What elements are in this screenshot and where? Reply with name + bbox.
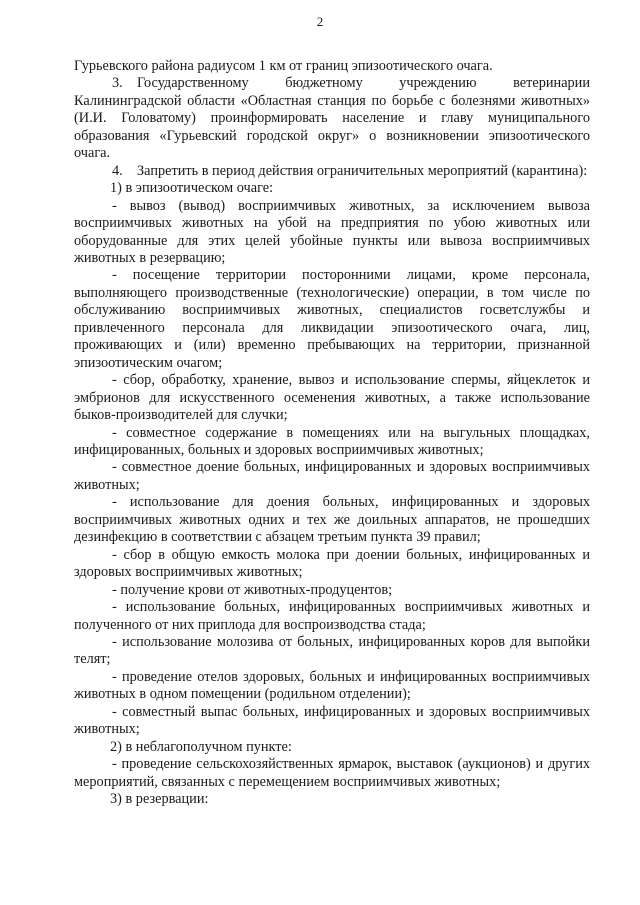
list-item-blood: - получение крови от животных-продуцентов; (112, 581, 393, 598)
subsection-1-heading: 1) в эпизоотическом очаге: (110, 180, 274, 197)
paragraph-1: Гурьевского района радиусом 1 км от границ эпизоотического очага. (74, 58, 493, 74)
page-number: 2 (316, 14, 324, 29)
list-item-milking-machines: - использование для доения больных, инфицированных и здоровых восприимчивых животных одних и тех же доильных аппаратов, не прошедших дезинфекцию в соответствии с абзацем третьим пункта 39 правил; (74, 494, 590, 546)
list-item-grazing: - совместный выпас больных, инфицированных и здоровых восприимчивых животных; (74, 703, 590, 738)
document-body (74, 58, 590, 808)
list-item-calving: - проведение отелов здоровых, больных и инфицированных восприимчивых животных в одном помещении (родильном отделении); (74, 668, 590, 703)
list-item-joint-keeping: - совместное содержание в помещениях или на выгульных площадках, инфицированных, больных и здоровых восприимчивых животных; (74, 424, 590, 458)
paragraph-item-3: 3. Государственному бюджетному учреждению ветеринарии Калининградской области «Областная станция по борьбе с болезнями животных» (И.И. Головатому) проинформировать население и главу муниципального образования «Гурьевский городской округ» о возникновении эпизоотического очага. (74, 75, 590, 162)
list-item-colostrum: - использование молозива от больных, инфицированных коров для выпойки телят; (74, 633, 590, 668)
list-item-joint-milking: - совместное доение больных, инфицированных и здоровых восприимчивых животных; (74, 459, 590, 493)
paragraph-item-4: 4. Запретить в период действия ограничительных мероприятий (карантина): (112, 162, 588, 179)
list-item-fairs: - проведение сельскохозяйственных ярмарок, выставок (аукционов) и других мероприятий, связанных с перемещением восприимчивых животных; (74, 756, 590, 790)
list-item-sperm: - сбор, обработку, хранение, вывоз и использование спермы, яйцеклеток и эмбрионов для искусственного осеменения животных, а также использование быков-производителей для случки; (74, 372, 590, 424)
subsection-3-heading: 3) в резервации: (110, 791, 209, 808)
subsection-2-heading: 2) в неблагополучном пункте: (110, 738, 292, 755)
list-item-visits: - посещение территории посторонними лицами, кроме персонала, выполняющего производственные (технологические) операции, в том числе по обслуживанию восприимчивых животных, специалистов госветслужбы и привлеченного персонала для ликвидации эпизоотического очага, лиц, проживающих и (или) временно пребывающих на территории, признанной эпизоотическим очагом; (74, 267, 590, 371)
list-item-export: - вывоз (вывод) восприимчивых животных, за исключением вывоза восприимчивых животных на убой на предприятия по убою животных или оборудованные для этих целей убойные пункты или вывоза восприимчивых животных в резервацию; (74, 197, 590, 266)
list-item-milk-collection: - сбор в общую емкость молока при доении больных, инфицированных и здоровых восприимчивых животных; (74, 546, 590, 581)
list-item-reproduction: - использование больных, инфицированных восприимчивых животных и полученного от них приплода для воспроизводства стада; (74, 599, 590, 633)
